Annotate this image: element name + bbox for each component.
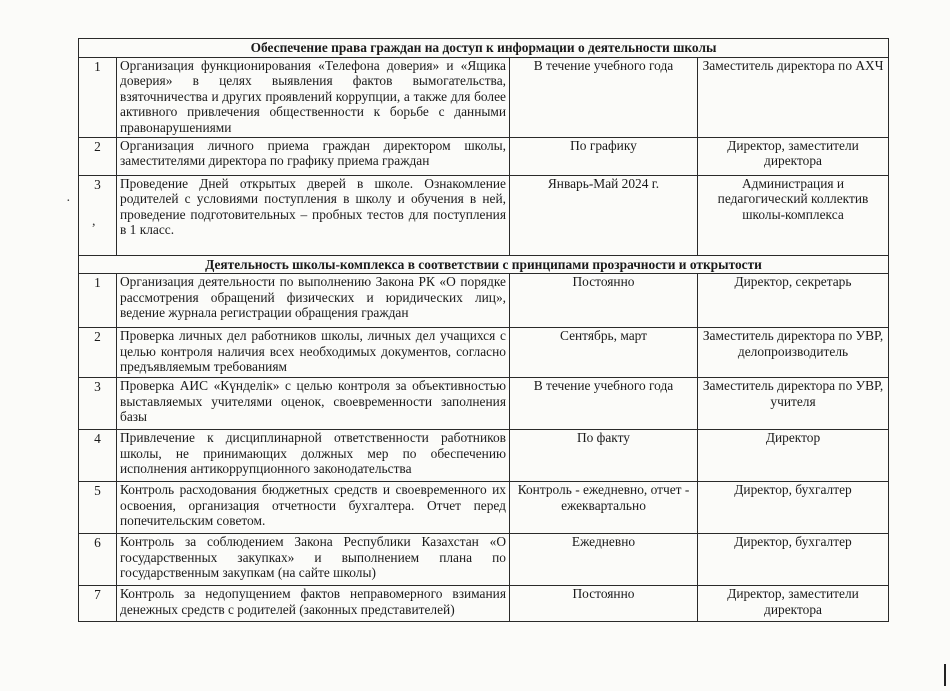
row-description: Организация личного приема граждан директором школы, заместителями директора по графику приема граждан <box>117 137 510 175</box>
section-title: Обеспечение права граждан на доступ к информации о деятельности школы <box>79 39 889 58</box>
row-responsible: Директор <box>698 430 889 482</box>
row-description: Проведение Дней открытых дверей в школе. Ознакомление родителей с условиями поступления в школу и обучения в ней, проведение подготовительных – пробных тестов для поступления в 1 класс. <box>117 175 510 255</box>
row-description: Привлечение к дисциплинарной ответственности работников школы, не принимающих должных мер по обеспечению исполнения антикоррупционного законодательства <box>117 430 510 482</box>
row-description: Контроль расходования бюджетных средств и своевременного их освоения, организация отчетности бухгалтера. Отчет перед попечительским советом. <box>117 482 510 534</box>
action-plan-table <box>78 38 889 622</box>
row-number: 1 <box>79 57 117 137</box>
table-row <box>79 586 889 622</box>
row-number: 4 <box>79 430 117 482</box>
row-responsible: Администрация и педагогический коллектив школы-комплекса <box>698 175 889 255</box>
table-row <box>79 430 889 482</box>
row-description: Контроль за недопущением фактов неправомерного взимания денежных средств с родителей (законных представителей) <box>117 586 510 622</box>
row-responsible: Заместитель директора по УВР, делопроизводитель <box>698 328 889 378</box>
row-term: Сентябрь, март <box>510 328 698 378</box>
row-term: По графику <box>510 137 698 175</box>
row-term: По факту <box>510 430 698 482</box>
row-responsible: Заместитель директора по УВР, учителя <box>698 378 889 430</box>
section-header <box>79 39 889 58</box>
table-row <box>79 175 889 255</box>
row-description: Организация функционирования «Телефона доверия» и «Ящика доверия» в целях выявления фактов вымогательства, взяточничества и других проявлений коррупции, а также для более активного привлечения общественности к борьбе с данными правонарушениями <box>117 57 510 137</box>
row-description: Проверка личных дел работников школы, личных дел учащихся с целью контроля наличия всех необходимых документов, согласно предъявляемым требованиям <box>117 328 510 378</box>
row-number: 5 <box>79 482 117 534</box>
row-term: В течение учебного года <box>510 57 698 137</box>
row-term: Постоянно <box>510 586 698 622</box>
scan-dot-mark: · <box>66 194 71 209</box>
table-row <box>79 328 889 378</box>
row-number: 3 <box>79 175 117 255</box>
row-responsible: Директор, секретарь <box>698 274 889 328</box>
row-term: В течение учебного года <box>510 378 698 430</box>
row-description: Контроль за соблюдением Закона Республики Казахстан «О государственных закупках» и выполнением плана по государственным закупкам (на сайте школы) <box>117 534 510 586</box>
row-responsible: Директор, заместители директора <box>698 137 889 175</box>
table-row <box>79 274 889 328</box>
section-title: Деятельность школы-комплекса в соответствии с принципами прозрачности и открытости <box>79 255 889 274</box>
row-description: Проверка АИС «Күнделік» с целью контроля за объективностью выставляемых учителями оценок, своевременности заполнения базы <box>117 378 510 430</box>
row-responsible: Директор, бухгалтер <box>698 534 889 586</box>
row-number: 2 <box>79 328 117 378</box>
row-number: 3 <box>79 378 117 430</box>
table-row <box>79 137 889 175</box>
table-row <box>79 534 889 586</box>
section-header <box>79 255 889 274</box>
scan-edge-line <box>944 664 946 686</box>
table-row <box>79 378 889 430</box>
row-responsible: Директор, бухгалтер <box>698 482 889 534</box>
document-page <box>78 38 888 622</box>
row-responsible: Директор, заместители директора <box>698 586 889 622</box>
row-term: Ежедневно <box>510 534 698 586</box>
scan-comma-mark: , <box>92 214 96 229</box>
table-row <box>79 57 889 137</box>
row-term: Январь-Май 2024 г. <box>510 175 698 255</box>
row-term: Контроль - ежедневно, отчет - ежеквартально <box>510 482 698 534</box>
row-description: Организация деятельности по выполнению Закона РК «О порядке рассмотрения обращений физических и юридических лиц», ведение журнала регистрации обращения граждан <box>117 274 510 328</box>
row-term: Постоянно <box>510 274 698 328</box>
row-number: 7 <box>79 586 117 622</box>
row-responsible: Заместитель директора по АХЧ <box>698 57 889 137</box>
table-row <box>79 482 889 534</box>
row-number: 2 <box>79 137 117 175</box>
row-number: 6 <box>79 534 117 586</box>
row-number: 1 <box>79 274 117 328</box>
